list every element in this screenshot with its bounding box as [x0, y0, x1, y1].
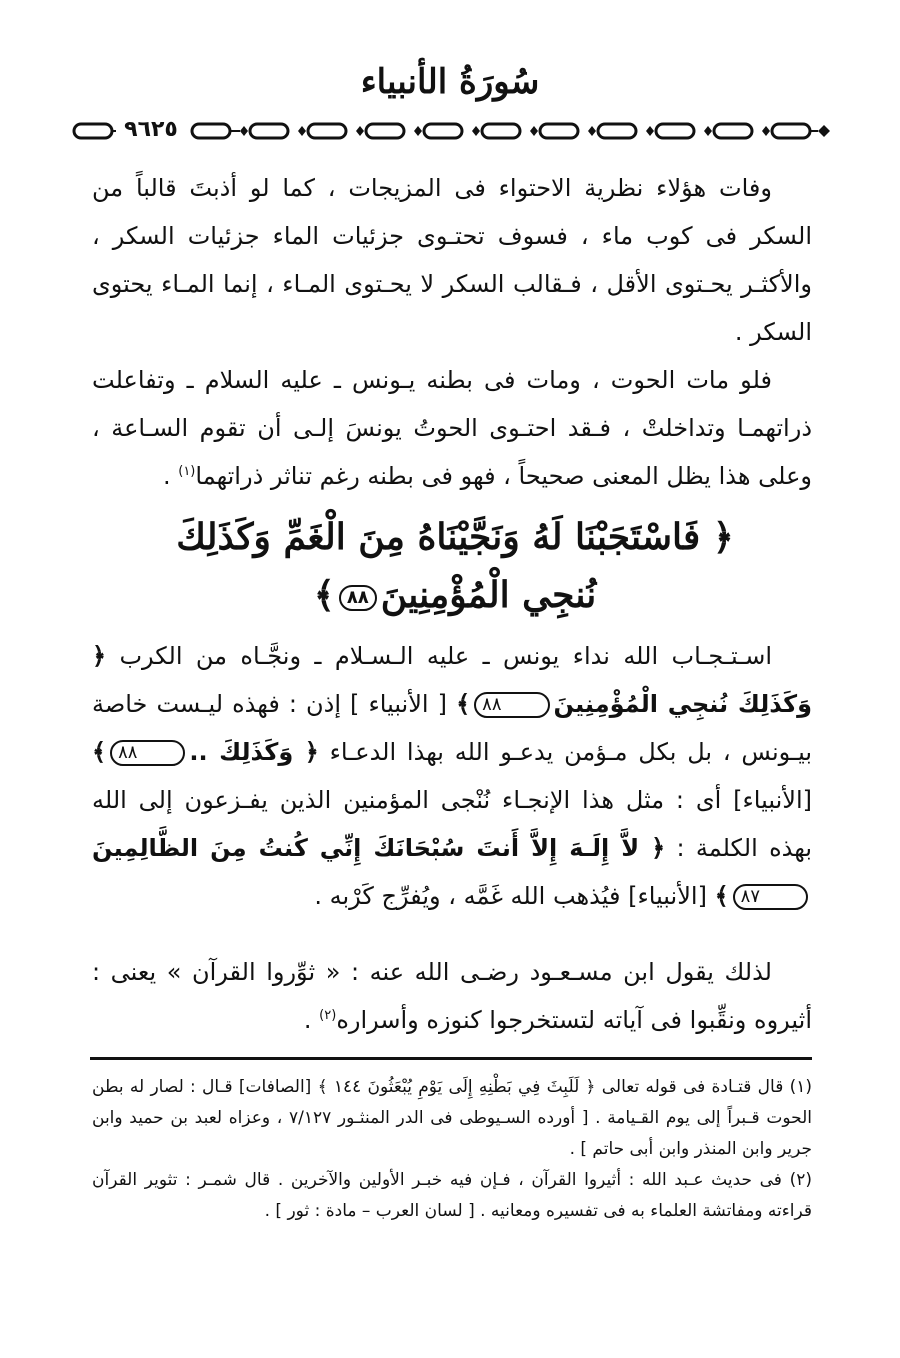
inline-verse-1-number: ٨٨: [474, 692, 549, 718]
header-ornament-bar: [72, 118, 840, 144]
footnote-divider: [90, 1057, 812, 1060]
paragraph-3-part-a: اسـتـجـاب الله نداء يونس ـ عليه الـسـلام ـ ونجَّـاه من الكرب: [119, 642, 772, 670]
footnote-2: (٢) فى حديث عـبد الله : أثيروا القرآن ، فـإن فيه خبـر الأولين والآخرين . قال شمـر : تثوير القرآن قراءته ومفاتشة العلماء به فى تفسيره ومعانيه . [ لسان العرب – مادة : ثور ] .: [92, 1170, 812, 1221]
verse-line-1: ﴿ فَاسْتَجَبْنَا لَهُ وَنَجَّيْنَاهُ مِنَ الْغَمِّ وَكَذَلِكَ: [176, 516, 734, 558]
paragraph-3-part-c: [الأنبياء] أى : مثل هذا الإنجـاء نُنْجى المؤمنين الذين يفـزعون إلى الله بهذه الكلمة :: [92, 786, 812, 862]
paragraph-1: [92, 164, 812, 356]
verse-close-bracket: ﴾: [313, 574, 335, 616]
paragraph-3: [92, 632, 812, 920]
surah-title: سُورَةُ الأنبياء: [360, 62, 540, 102]
paragraph-4: [92, 948, 812, 1044]
paragraph-2: [92, 356, 812, 500]
paragraph-3-part-b: [ الأنبياء ] إذن : فهذه ليـست خاصة بيـونس ، بل بكل مـؤمن يدعـو الله بهذا الدعـاء: [92, 690, 813, 766]
inline-verse-3-number: ٨٧: [733, 884, 808, 910]
inline-verse-2: ﴿ وَكَذَلِكَ ..: [189, 738, 319, 766]
verse-line-2: [160, 566, 750, 624]
quran-verse-block: [160, 508, 750, 624]
verse-number-badge: ٨٨: [339, 585, 377, 611]
paragraph-4-text: [92, 948, 812, 1044]
page-number: ٩٦٢٥: [116, 117, 186, 143]
footnotes: [92, 1072, 812, 1227]
paragraph-4-end: .: [303, 1006, 320, 1034]
verse-line-2-text: نُنجِي الْمُؤْمِنِينَ: [380, 574, 597, 616]
footnote-ref-2[interactable]: (٢): [319, 1008, 337, 1023]
paragraph-3-part-d: [الأنبياء] فيُذهب الله غَمَّه ، ويُفرِّج كَرْبه .: [314, 882, 707, 910]
inline-verse-3-close: ﴾: [714, 882, 729, 910]
paragraph-3-text: [92, 632, 812, 920]
inline-verse-1: ﴿ وَكَذَلِكَ نُنجِي الْمُؤْمِنِينَ: [92, 642, 813, 718]
footnote-1: (١) قال قتـادة فى قوله تعالى ﴿ لَلَبِثَ فِي بَطْنِهِ إِلَى يَوْمِ يُبْعَثُونَ ١٤٤ ﴾ [الصافات] قـال : لصار له بطن الحوت قـبراً إلى يوم القـيامة . [ أورده السـيوطى فى الدر المنثـور ٧/١٢٧ ، وعزاه لعبد بن حميد وابن جرير وابن المنذر وابن أبى حاتم ] .: [92, 1077, 812, 1159]
paragraph-2-body: فلو مات الحوت ، ومات فى بطنه يـونس ـ عليه السلام ـ وتفاعلت ذراتهمـا وتداخلتْ ، فـقد احتـوى الحوتُ يونسَ إلـى أن تقوم السـاعة ، وعلى هذا يظل المعنى صحيحاً ، فهو فى بطنه رغم تناثر ذراتهما: [92, 366, 812, 490]
paragraph-1-text: وفات هؤلاء نظرية الاحتواء فى المزيجات ، كما لو أذبتَ قالباً من السكر فى كوب ماء ، فسوف تحتـوى جزئيات الماء جزئيات السكر ، والأكثـر يحـتوى الأقل ، فـقالب السكر لا يحـتوى المـاء ، إنما المـاء يحتوى السكر .: [92, 174, 812, 346]
footnote-ref-1[interactable]: (١): [178, 464, 196, 479]
paragraph-4-body: لذلك يقول ابن مسـعـود رضـى الله عنه : « ثوِّروا القرآن » يعنى : أثيروه ونقِّبوا فى آياته لتستخرجوا كنوزه وأسراره: [92, 958, 812, 1034]
inline-verse-1-close: ﴾: [456, 690, 471, 718]
paragraph-2-text: [92, 356, 812, 500]
inline-verse-3: ﴿ لاَّ إِلَـهَ إِلاَّ أَنتَ سُبْحَانَكَ إِنِّي كُنتُ مِنَ الظَّالِمِينَ: [92, 834, 666, 862]
inline-verse-2-close: ﴾: [92, 738, 107, 766]
inline-verse-2-number: ٨٨: [110, 740, 185, 766]
paragraph-2-end: .: [162, 462, 179, 490]
